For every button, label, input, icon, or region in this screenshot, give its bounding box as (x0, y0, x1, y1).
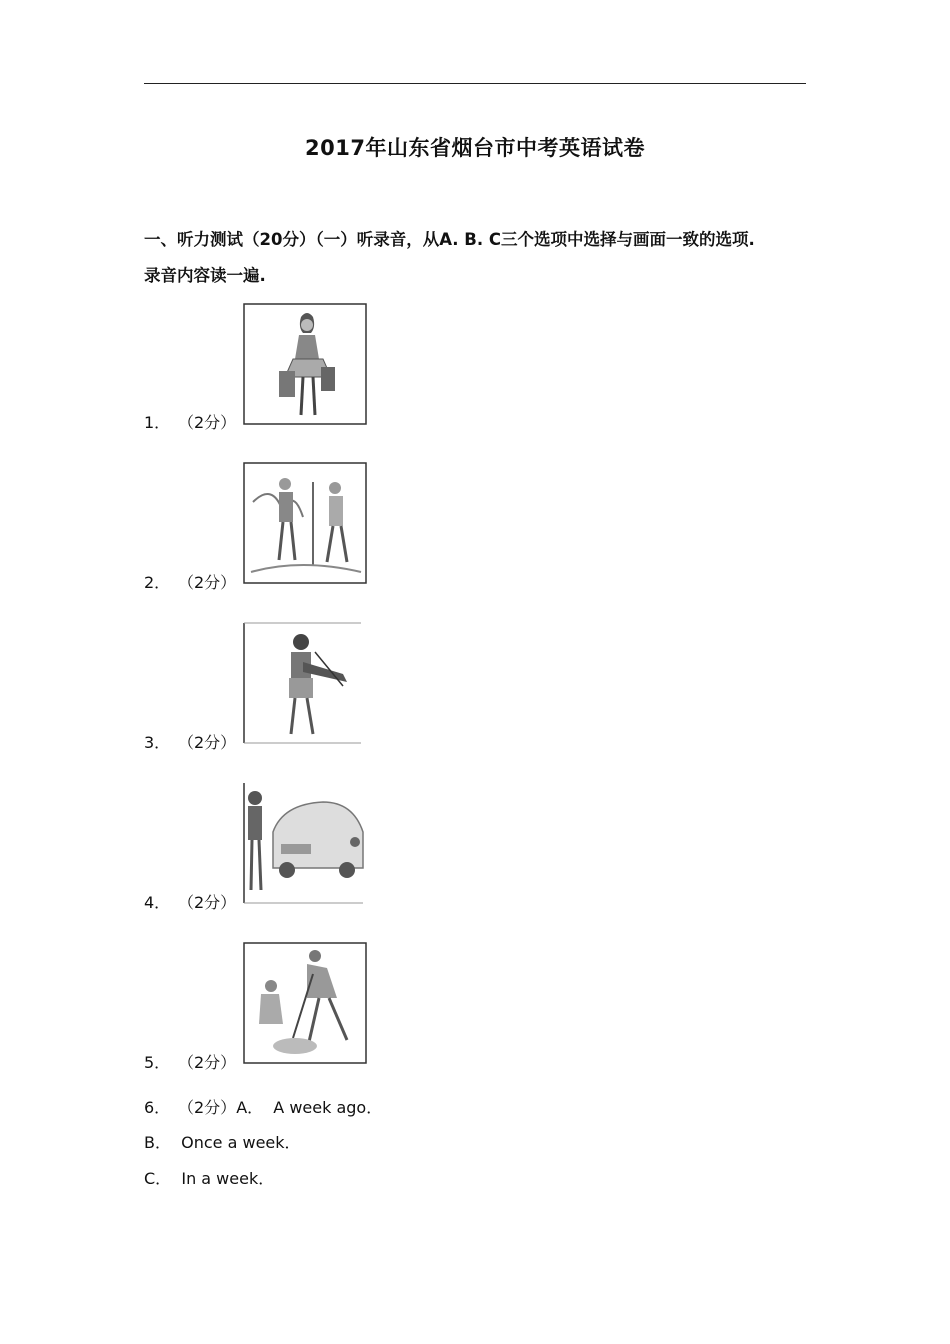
section-line-2: 录音内容读一遍. (144, 266, 266, 285)
question-5-label (144, 1050, 236, 1073)
people-planting-trees-picture (243, 462, 367, 584)
question-number: 2． (144, 573, 171, 592)
top-rule (144, 83, 806, 84)
question-6-option-a (144, 1095, 382, 1118)
question-points: （2分） (178, 733, 237, 752)
question-number: 3． (144, 733, 171, 752)
question-points: （2分） (178, 573, 237, 592)
question-number: 6． (144, 1098, 171, 1117)
boy-playing-violin-picture (243, 622, 367, 744)
people-digging-picture (243, 942, 367, 1064)
question-points: （2分） (178, 1098, 237, 1117)
question-points: （2分） (178, 1053, 237, 1072)
section-line-1: 一、听力测试（20分）（一）听录音，从A. B. C三个选项中选择与画面一致的选项. (144, 230, 755, 249)
page-title: 2017年山东省烟台市中考英语试卷 (305, 136, 645, 160)
question-6-option-b: B． Once a week． (144, 1133, 301, 1152)
question-number: 5． (144, 1053, 171, 1072)
option-a-text: A． A week ago． (236, 1098, 383, 1117)
question-number: 4． (144, 893, 171, 912)
woman-shopping-bags-picture (243, 303, 367, 425)
question-2-label (144, 570, 236, 593)
question-6-option-c: C． In a week． (144, 1169, 275, 1188)
people-fixing-car-picture (243, 782, 367, 904)
question-points: （2分） (178, 413, 237, 432)
question-number: 1． (144, 413, 171, 432)
question-points: （2分） (178, 893, 237, 912)
section-instructions (144, 222, 824, 294)
question-4-label (144, 890, 236, 913)
question-3-label (144, 730, 236, 753)
question-1-label (144, 410, 236, 433)
